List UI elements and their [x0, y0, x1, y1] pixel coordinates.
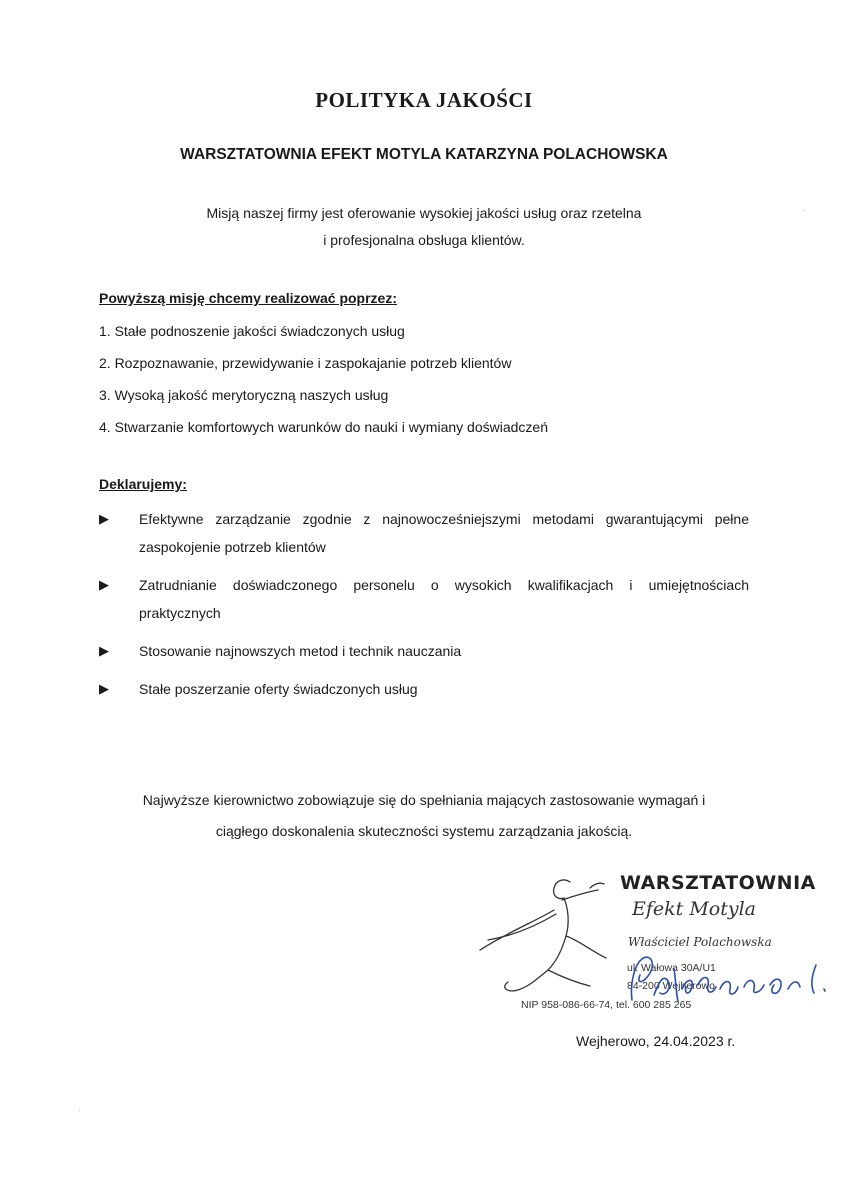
closing-line: Najwyższe kierownictwo zobowiązuje się do spełniania mających zastosowanie wymagań i — [142, 792, 706, 808]
declaration-text: Stosowanie najnowszych metod i technik nauczania — [139, 643, 462, 659]
mission-line: i profesjonalna obsługa klientów. — [323, 232, 525, 248]
declaration-item — [99, 505, 749, 561]
stamp-tax-id: NIP 958-086-66-74, tel. 600 285 265 — [521, 999, 692, 1011]
mission-statement — [0, 200, 848, 254]
stamp-address-city: 84-200 Wejherowo — [627, 980, 715, 992]
declaration-heading: Deklarujemy: — [99, 476, 187, 492]
declaration-text: Stałe poszerzanie oferty świadczonych usług — [139, 681, 418, 697]
goals-heading: Powyższą misję chcemy realizować poprzez: — [99, 290, 398, 306]
bullet-arrow-icon: ▶ — [99, 643, 109, 658]
stamp-address-street: ul. Wałowa 30A/U1 — [627, 962, 716, 974]
declaration-item — [99, 637, 749, 665]
date-line: Wejherowo, 24.04.2023 r. — [576, 1033, 736, 1049]
bullet-arrow-icon: ▶ — [99, 681, 109, 696]
declaration-item — [99, 571, 749, 627]
butterfly-woman-logo-icon — [478, 870, 628, 1010]
stamp-title: WARSZTATOWNIA — [620, 872, 816, 894]
bullet-arrow-icon: ▶ — [99, 511, 109, 526]
mission-line: Misją naszej firmy jest oferowanie wysokiej jakości usług oraz rzetelna — [206, 205, 642, 221]
document-title: POLITYKA JAKOŚCI — [315, 88, 533, 112]
declaration-item — [99, 675, 749, 703]
closing-line: ciągłego doskonalenia skuteczności systemu zarządzania jakością. — [215, 823, 633, 839]
stamp-script-name: Efekt Motyla — [632, 898, 757, 920]
declaration-text: Efektywne zarządzanie zgodnie z najnowocześniejszymi metodami gwarantującymi pełne zaspokojenie potrzeb klientów — [139, 511, 749, 555]
goal-item: 2. Rozpoznawanie, przewidywanie i zaspokajanie potrzeb klientów — [99, 355, 512, 371]
handwritten-signature-icon — [620, 945, 840, 1015]
goal-item: 1. Stałe podnoszenie jakości świadczonych usług — [99, 323, 405, 339]
goal-item: 3. Wysoką jakość merytoryczną naszych usług — [99, 387, 389, 403]
management-commitment — [0, 785, 848, 847]
scan-speck: · — [802, 205, 805, 215]
scan-speck: · — [78, 1105, 81, 1115]
company-name: WARSZTATOWNIA EFEKT MOTYLA KATARZYNA POLACHOWSKA — [180, 146, 668, 163]
stamp-owner: Właściciel Polachowska — [628, 935, 772, 949]
declarations-list — [99, 505, 749, 713]
goals-list — [99, 321, 548, 449]
goal-item: 4. Stwarzanie komfortowych warunków do nauki i wymiany doświadczeń — [99, 419, 548, 435]
bullet-arrow-icon: ▶ — [99, 577, 109, 592]
declaration-text: Zatrudnianie doświadczonego personelu o wysokich kwalifikacjach i umiejętnościach praktycznych — [139, 577, 749, 621]
